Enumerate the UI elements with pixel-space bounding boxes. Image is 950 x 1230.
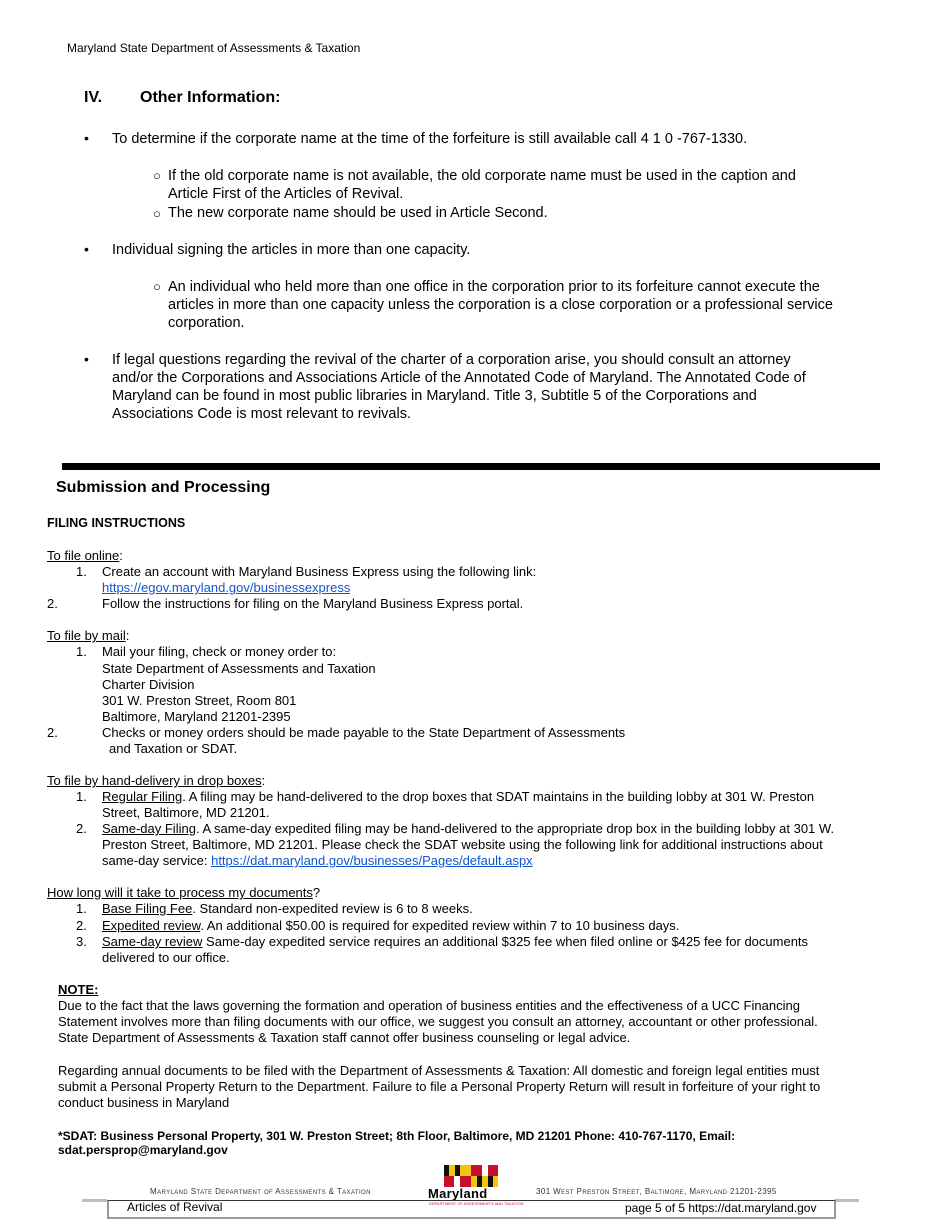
online-item: Create an account with Maryland Business Express using the following link: <box>102 564 537 579</box>
mail-address-line: Baltimore, Maryland 21201-2395 <box>102 709 291 724</box>
hand-item: Regular Filing. A filing may be hand-delivered to the drop boxes that SDAT maintains in the building lobby at 301 W. Preston <box>102 789 815 804</box>
bullet-dot: • <box>84 241 89 257</box>
hand-item: Street, Baltimore, MD 21201. <box>102 805 270 820</box>
bullet-text: If legal questions regarding the revival of the charter of a corporation arise, you should consult an attorney <box>112 352 791 368</box>
mail-item: and Taxation or SDAT. <box>109 741 238 756</box>
process-heading: How long will it take to process my documents? <box>47 885 321 900</box>
process-item: delivered to our office. <box>102 950 230 965</box>
bullet-text: Associations Code is most relevant to revivals. <box>112 406 411 422</box>
note-heading: NOTE: <box>58 982 99 997</box>
footer-address: 301 West Preston Street, Baltimore, Maryland 21201-2395 <box>536 1187 777 1196</box>
footer-rule <box>82 1199 107 1202</box>
mail-item: Mail your filing, check or money order to: <box>102 644 337 659</box>
list-number: 2. <box>76 821 87 836</box>
note-text: submit a Personal Property Return to the Department. Failure to file a Personal Property Return will result in forfeiture of your right to <box>58 1079 821 1094</box>
list-number: 2. <box>47 725 58 740</box>
process-item: Base Filing Fee. Standard non-expedited review is 6 to 8 weeks. <box>102 901 473 916</box>
submission-title: Submission and Processing <box>56 479 271 496</box>
bullet-text: To determine if the corporate name at the time of the forfeiture is still available call 4 1 0 -767-1330. <box>112 131 748 147</box>
list-number: 1. <box>76 901 87 916</box>
maryland-logo <box>428 1163 524 1206</box>
mail-heading: To file by mail: <box>47 628 130 643</box>
list-number: 1. <box>76 644 87 659</box>
sub-bullet-text: If the old corporate name is not available, the old corporate name must be used in the caption and <box>168 168 796 184</box>
list-number: 2. <box>47 596 58 611</box>
process-item: Expedited review. An additional $50.00 is required for expedited review within 7 to 10 business days. <box>102 918 680 933</box>
section-number: IV. <box>84 89 103 106</box>
note-text: Due to the fact that the laws governing the formation and operation of business entities and the effectiveness of a UCC Financing <box>58 998 800 1013</box>
sub-bullet-text: articles in more than one capacity unless the corporation is a close corporation or a professional service <box>168 297 833 313</box>
bullet-text: Maryland can be found in most public libraries in Maryland. Title 3, Subtitle 5 of the Corporations and <box>112 388 757 404</box>
section-divider <box>62 463 880 470</box>
footer-rule <box>834 1199 859 1202</box>
process-item: Same-day review Same-day expedited service requires an additional $325 fee when filed online or $425 fee for documents <box>102 934 809 949</box>
online-item: Follow the instructions for filing on the Maryland Business Express portal. <box>102 596 524 611</box>
mail-item: Checks or money orders should be made payable to the State Department of Assessments <box>102 725 626 740</box>
sub-bullet-text: corporation. <box>168 315 245 331</box>
note-text: State Department of Assessments & Taxation staff cannot offer business counseling or legal advice. <box>58 1030 631 1045</box>
list-number: 3. <box>76 934 87 949</box>
list-number: 1. <box>76 564 87 579</box>
sub-bullet-text: An individual who held more than one office in the corporation prior to its forfeiture cannot execute the <box>168 279 820 295</box>
note-text: Statement involves more than filing documents with our office, we suggest you consult an attorney, accountant or other professional. <box>58 1014 818 1029</box>
sdat-contact: *SDAT: Business Personal Property, 301 W. Preston Street; 8th Floor, Baltimore, MD 21201 Phone: 410-767-1170, Email: <box>58 1129 736 1143</box>
logo-subtitle: DEPARTMENT OF ASSESSMENTS AND TAXATION <box>429 1201 524 1206</box>
sub-bullet-dot: ○ <box>153 279 161 294</box>
section-title: Other Information: <box>140 89 281 106</box>
mail-address-line: 301 W. Preston Street, Room 801 <box>102 693 297 708</box>
sub-bullet-text: The new corporate name should be used in Article Second. <box>168 205 548 221</box>
note-text: Regarding annual documents to be filed with the Department of Assessments & Taxation: All domestic and foreign legal entities must <box>58 1063 820 1078</box>
online-heading: To file online: <box>47 548 123 563</box>
list-number: 1. <box>76 789 87 804</box>
sub-bullet-dot: ○ <box>153 168 161 183</box>
mail-address-line: Charter Division <box>102 677 195 692</box>
sub-bullet-dot: ○ <box>153 206 161 221</box>
list-number: 2. <box>76 918 87 933</box>
filing-instructions-heading: FILING INSTRUCTIONS <box>47 516 186 530</box>
hand-heading: To file by hand-delivery in drop boxes: <box>47 773 266 788</box>
note-text: conduct business in Maryland <box>58 1095 230 1110</box>
hand-item: same-day service: https://dat.maryland.gov/businesses/Pages/default.aspx <box>102 853 533 868</box>
page-header: Maryland State Department of Assessments & Taxation <box>67 41 361 55</box>
sub-bullet-text: Article First of the Articles of Revival. <box>168 186 404 202</box>
hand-item: Preston Street, Baltimore, MD 21201. Please check the SDAT website using the following link for additional instructions about <box>102 837 823 852</box>
sdat-email: sdat.persprop@maryland.gov <box>58 1143 228 1157</box>
bullet-dot: • <box>84 351 89 367</box>
business-express-link[interactable]: https://egov.maryland.gov/businessexpress <box>102 580 351 595</box>
sdat-businesses-link[interactable]: https://dat.maryland.gov/businesses/Pages/default.aspx <box>211 853 533 868</box>
footer-doc-title: Articles of Revival <box>127 1200 223 1214</box>
mail-address-line: State Department of Assessments and Taxation <box>102 661 376 676</box>
footer-page-number: page 5 of 5 https://dat.maryland.gov <box>625 1201 817 1215</box>
bullet-text: and/or the Corporations and Associations Article of the Annotated Code of Maryland. The Annotated Code of <box>112 370 806 386</box>
footer-dept: Maryland State Department of Assessments & Taxation <box>150 1187 371 1196</box>
logo-wordmark: Maryland <box>428 1186 488 1201</box>
bullet-dot: • <box>84 130 89 146</box>
hand-item: Same-day Filing. A same-day expedited filing may be hand-delivered to the appropriate drop box in the building lobby at 301 W. <box>102 821 835 836</box>
bullet-text: Individual signing the articles in more than one capacity. <box>112 242 471 258</box>
